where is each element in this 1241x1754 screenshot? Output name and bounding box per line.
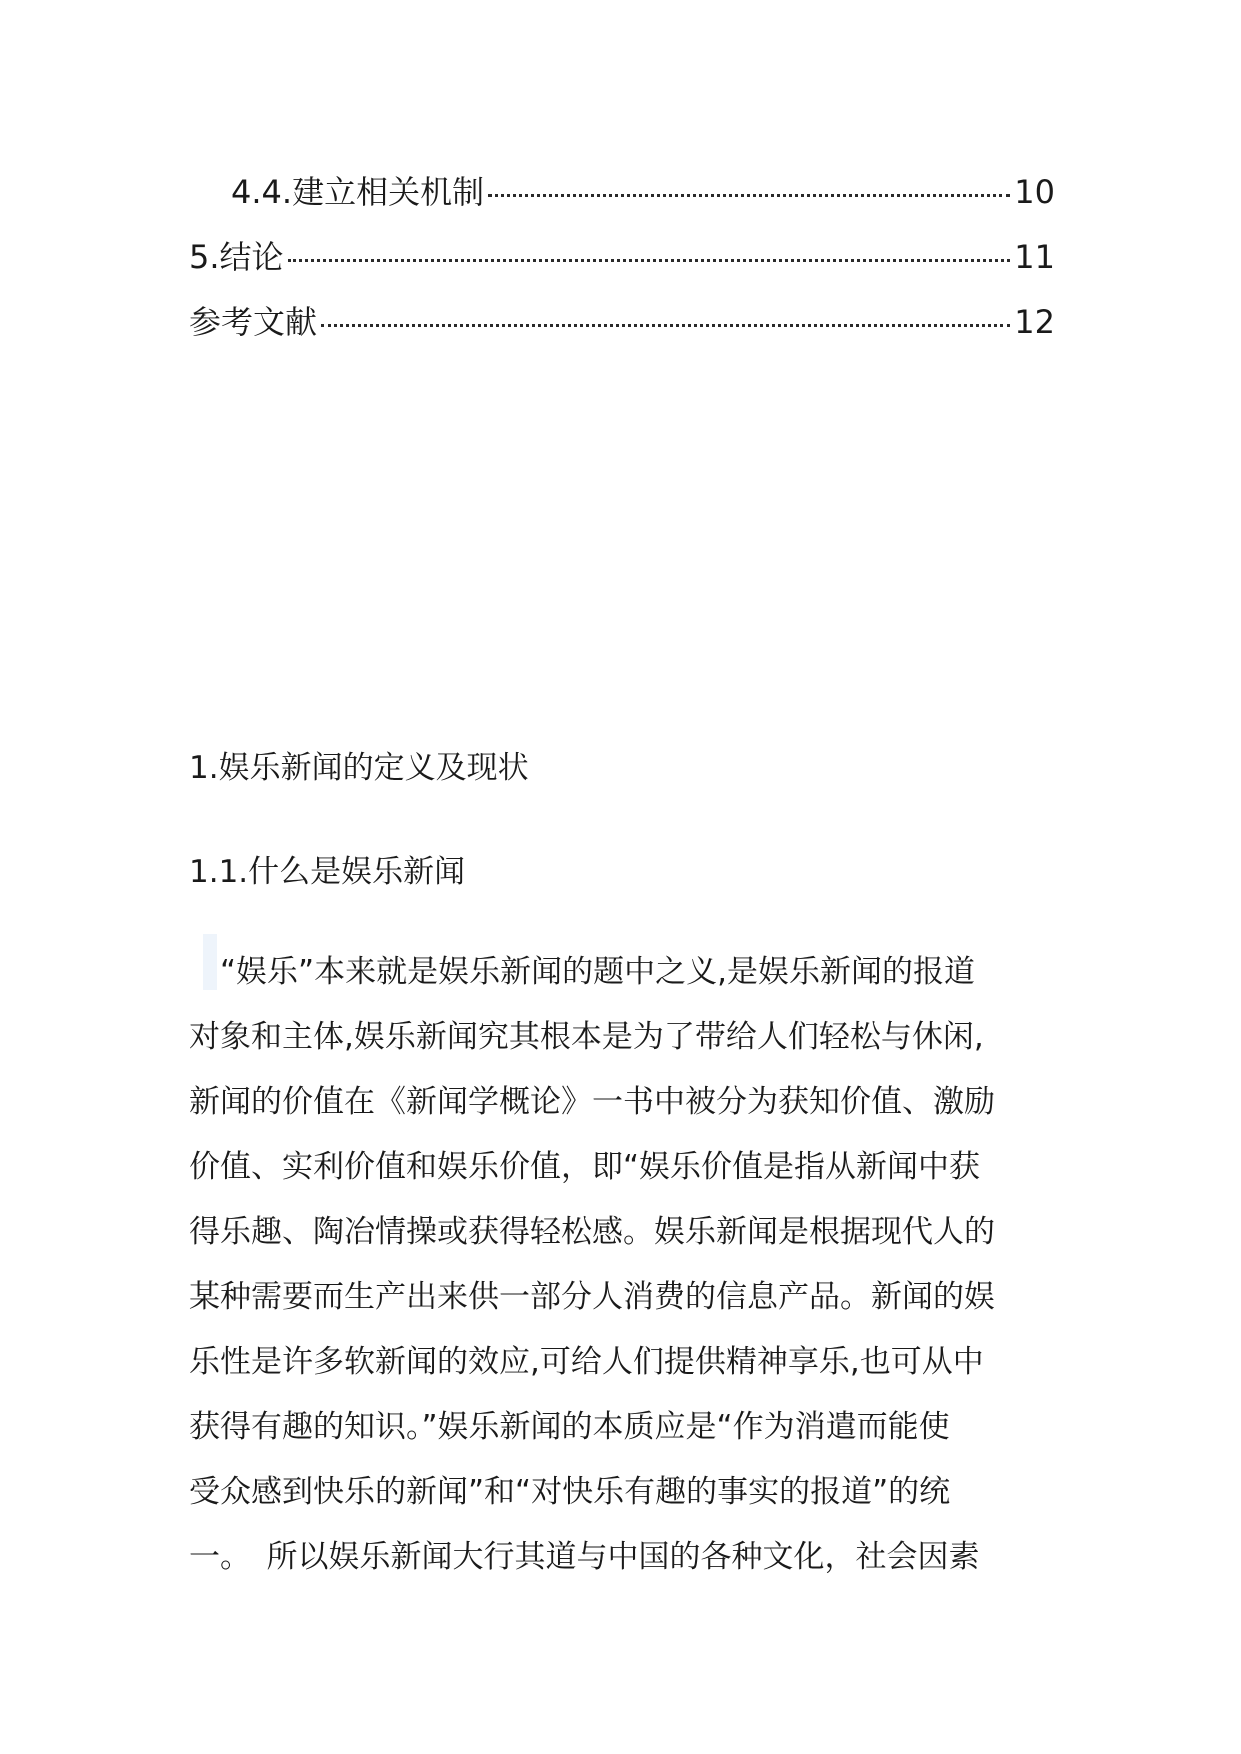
subsection-heading: 1.1.什么是娱乐新闻	[189, 854, 466, 890]
text-line: 价值、实利价值和娱乐价值，即“娱乐价值是指从新闻中获	[189, 1149, 981, 1185]
text-line: 一。 所以娱乐新闻大行其道与中国的各种文化，社会因素	[189, 1539, 980, 1575]
text-line: 某种需要而生产出来供一部分人消费的信息产品。新闻的娱	[189, 1279, 995, 1315]
text-line: 乐性是许多软新闻的效应,可给人们提供精神享乐,也可从中	[189, 1344, 984, 1380]
toc-entry-5[interactable]	[189, 225, 1055, 290]
text-line: 得乐趣、陶冶情操或获得轻松感。娱乐新闻是根据现代人的	[189, 1214, 995, 1250]
toc-entry-4-4[interactable]	[189, 160, 1055, 225]
toc-dot-leader	[488, 194, 1010, 197]
text-line: 对象和主体,娱乐新闻究其根本是为了带给人们轻松与休闲,	[189, 1019, 984, 1055]
text-line: 受众感到快乐的新闻”和“对快乐有趣的事实的报道”的统	[189, 1474, 951, 1510]
body-paragraph	[189, 940, 1065, 1590]
text-line: 获得有趣的知识。”娱乐新闻的本质应是“作为消遣而能使	[189, 1409, 950, 1445]
toc-entry-label: 4.4.建立相关机制	[231, 173, 485, 211]
section-heading: 1.娱乐新闻的定义及现状	[189, 750, 529, 786]
toc-page-number: 11	[1014, 238, 1055, 276]
toc-dot-leader	[288, 259, 1011, 262]
text-line: “娱乐”本来就是娱乐新闻的题中之义,是娱乐新闻的报道	[189, 954, 975, 990]
toc-dot-leader	[321, 324, 1010, 327]
table-of-contents	[189, 160, 1055, 355]
toc-entry-label: 参考文献	[189, 303, 318, 341]
toc-page-number: 10	[1014, 173, 1055, 211]
toc-entry-references[interactable]	[189, 290, 1055, 355]
toc-page-number: 12	[1014, 303, 1055, 341]
toc-entry-label: 5.结论	[189, 238, 284, 276]
text-line: 新闻的价值在《新闻学概论》一书中被分为获知价值、激励	[189, 1084, 995, 1120]
